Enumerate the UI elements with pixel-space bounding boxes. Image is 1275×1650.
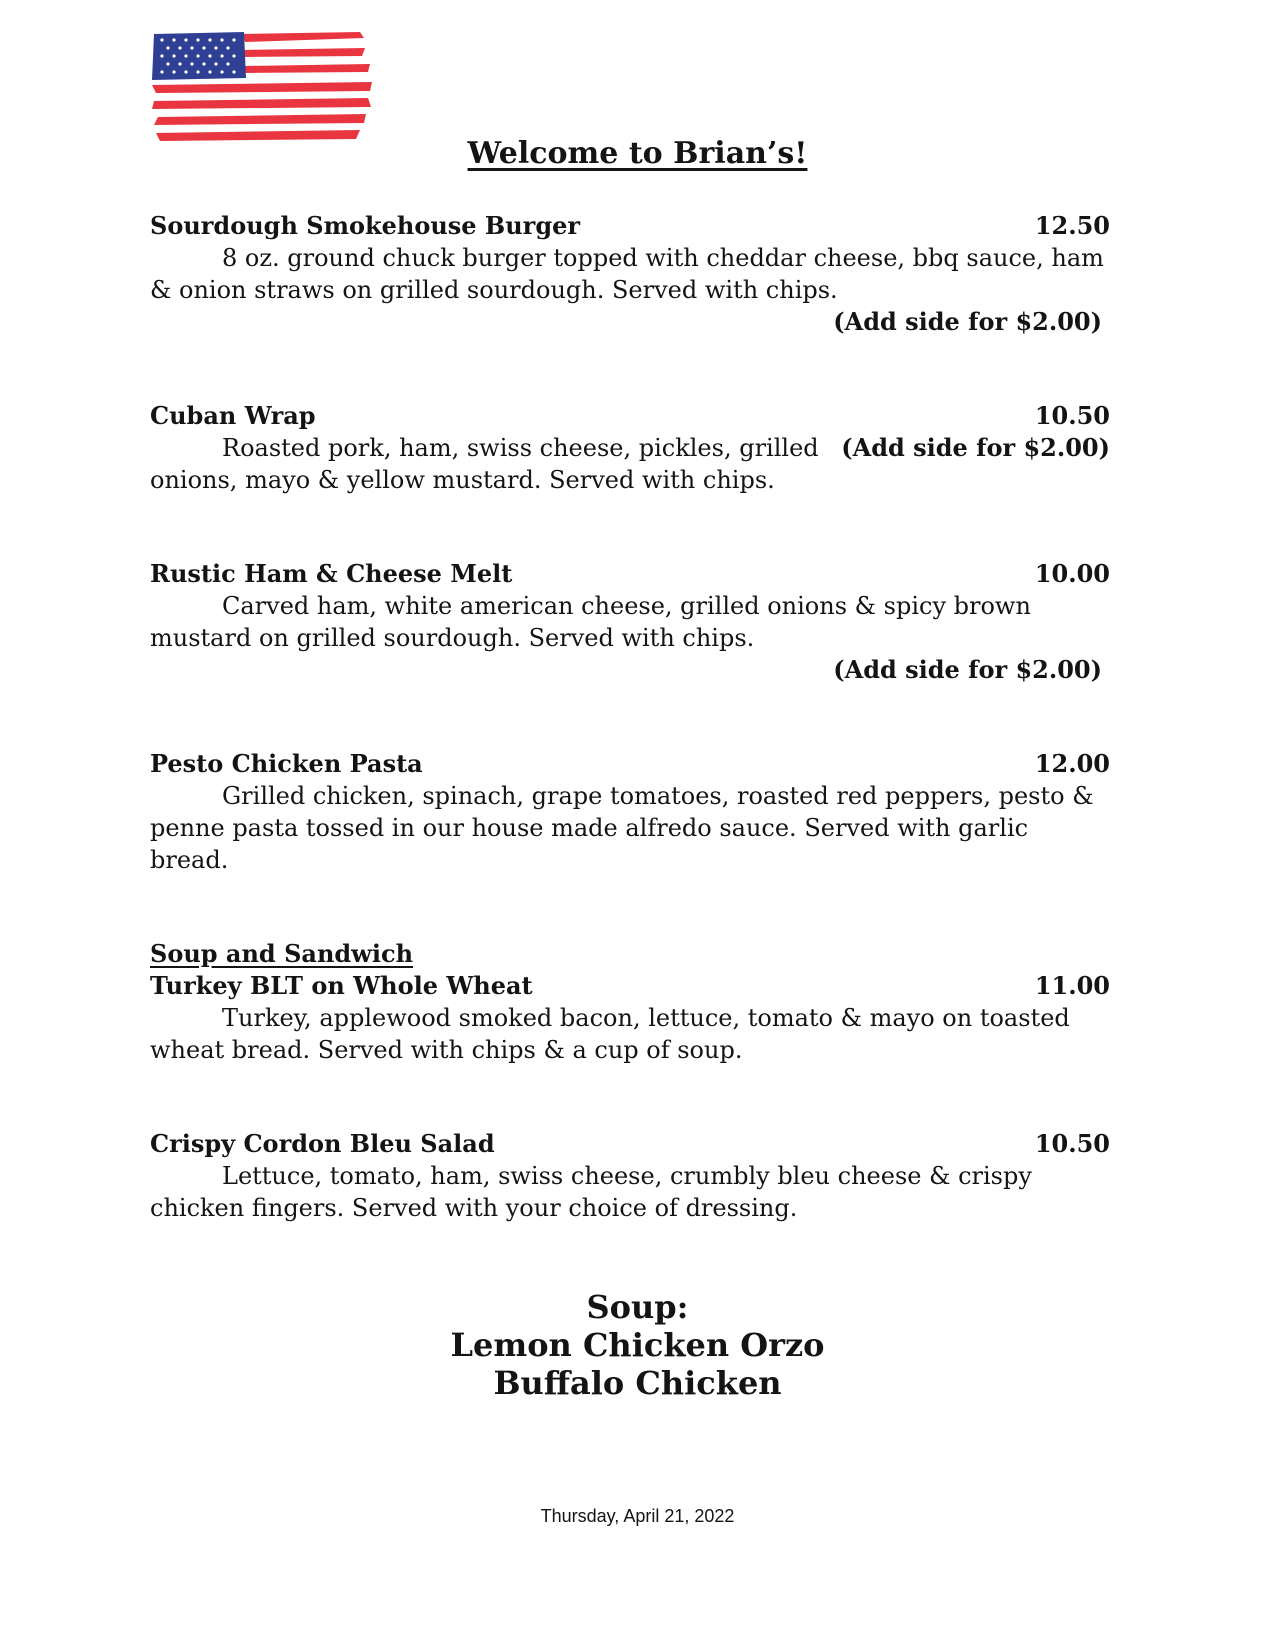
item-description: Lettuce, tomato, ham, swiss cheese, crumbly bleu cheese & crispy chicken fingers. Served with your choice of dressing. (150, 1162, 1032, 1222)
item-price: 12.50 (1034, 211, 1110, 240)
menu-item-turkey-blt (150, 938, 1110, 1066)
item-name: Sourdough Smokehouse Burger (150, 211, 581, 240)
item-name: Turkey BLT on Whole Wheat (150, 971, 533, 1000)
american-flag-logo (150, 30, 375, 148)
item-price: 11.00 (1034, 971, 1110, 1000)
page-title (0, 136, 1275, 171)
menu-item-ham-cheese-melt (150, 558, 1110, 686)
menu-date: Thursday, April 21, 2022 (540, 1506, 735, 1526)
item-price: 12.00 (1034, 749, 1110, 778)
item-description: Grilled chicken, spinach, grape tomatoes, roasted red peppers, pesto & penne pasta tossed in our house made alfredo sauce. Served with garlic bread. (150, 782, 1094, 874)
item-description: Carved ham, white american cheese, grilled onions & spicy brown mustard on grilled sourdough. Served with chips. (150, 592, 1031, 652)
soup-option: Lemon Chicken Orzo (450, 1326, 825, 1364)
add-side-note: (Add side for $2.00) (833, 655, 1102, 684)
item-name: Crispy Cordon Bleu Salad (150, 1129, 495, 1158)
add-side-note: (Add side for $2.00) (841, 433, 1110, 462)
menu-item-sourdough-burger (150, 210, 1110, 338)
item-price: 10.50 (1034, 1129, 1110, 1158)
item-description: 8 oz. ground chuck burger topped with cheddar cheese, bbq sauce, ham & onion straws on grilled sourdough. Served with chips. (150, 244, 1104, 304)
soup-of-the-day (0, 1288, 1275, 1402)
menu-item-pesto-pasta (150, 748, 1110, 876)
item-description: Roasted pork, ham, swiss cheese, pickles, grilled onions, mayo & yellow mustard. Served with chips. (150, 434, 819, 494)
item-name: Pesto Chicken Pasta (150, 749, 423, 778)
item-description-block (150, 432, 1110, 496)
item-name: Cuban Wrap (150, 401, 316, 430)
item-price: 10.50 (1034, 401, 1110, 430)
add-side-note: (Add side for $2.00) (833, 307, 1102, 336)
section-heading: Soup and Sandwich (150, 939, 414, 968)
soup-heading: Soup: (586, 1288, 689, 1326)
page-title-text: Welcome to Brian’s! (467, 136, 808, 171)
item-price: 10.00 (1034, 559, 1110, 588)
menu-item-cordon-bleu-salad (150, 1128, 1110, 1224)
soup-option: Buffalo Chicken (493, 1364, 782, 1402)
item-description: Turkey, applewood smoked bacon, lettuce, tomato & mayo on toasted wheat bread. Served with chips & a cup of soup. (150, 1004, 1070, 1064)
item-name: Rustic Ham & Cheese Melt (150, 559, 513, 588)
menu-item-cuban-wrap (150, 400, 1110, 496)
